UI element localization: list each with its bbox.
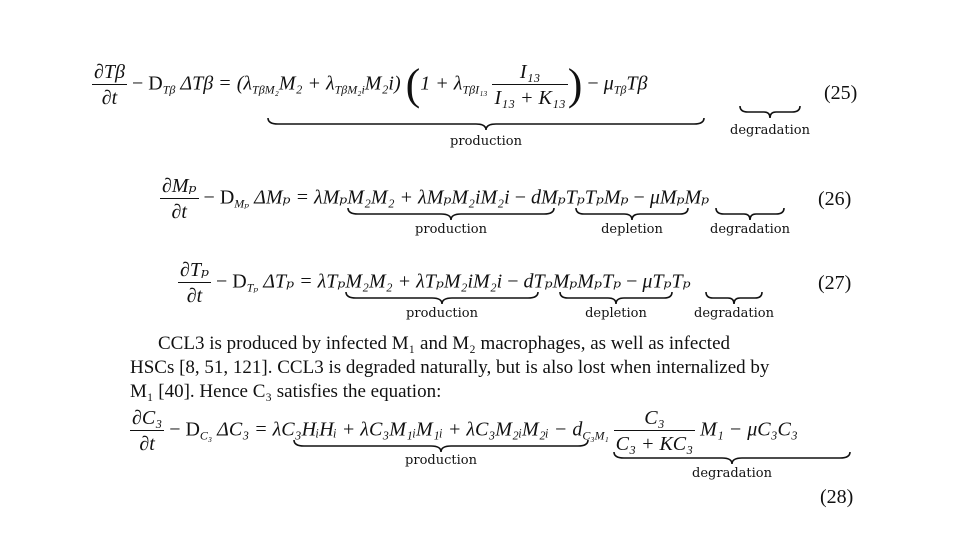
paragraph-line-2: HSCs [8, 51, 121]. CCL3 is degraded naturally, but is also lost when internalized by	[130, 357, 770, 378]
eq27-depletion-term: dTₚMₚMₚTₚ	[523, 270, 622, 293]
eq28-lhs-numerator: ∂C₃	[132, 407, 163, 429]
eq27-lhs-fraction	[178, 260, 211, 306]
eq28-degradation-brace	[612, 450, 852, 466]
eq25-left-paren: (	[405, 60, 421, 109]
eq27-production-brace	[344, 290, 540, 306]
eq26-depletion-brace	[574, 206, 690, 222]
eq26-degradation-label: degradation	[710, 222, 790, 237]
eq27-minus-2: −	[626, 270, 638, 293]
eq28-lhs-laplacian: ΔC₃ =	[217, 418, 268, 441]
eq25-production-end: M₂i)	[364, 72, 401, 95]
eq27-degradation-brace	[704, 290, 764, 306]
eq26-production-label: production	[415, 222, 487, 237]
eq28-degradation-start: − d	[553, 418, 583, 441]
eq25-fraction-numerator: I₁₃	[492, 62, 567, 85]
eq25-lhs-operator: − D	[131, 72, 163, 95]
eq25-lhs-numerator: ∂Tβ	[94, 61, 125, 83]
eq28-fraction-numerator: C₃	[614, 408, 695, 431]
eq28-production-brace	[292, 438, 590, 454]
eq25-production-brace	[266, 116, 706, 132]
eq25-lhs-sub: Tβ	[162, 82, 176, 97]
eq28-fraction-denominator: C₃ + KC₃	[615, 433, 694, 455]
equation-25	[92, 62, 648, 122]
eq27-depletion-brace	[558, 290, 674, 306]
eq25-lhs-fraction	[92, 62, 127, 108]
eq25-production-sub1: TβM₂	[252, 82, 279, 97]
eq28-lhs-fraction	[130, 408, 164, 454]
eq26-degradation-brace	[714, 206, 786, 222]
eq25-factor-start: 1 + λ	[420, 72, 463, 95]
eq27-degradation-label: degradation	[694, 306, 774, 321]
eq27-lhs-laplacian: ΔTₚ =	[263, 270, 313, 293]
eq27-lhs-sub: Tₚ	[246, 280, 259, 295]
eq26-depletion-label: depletion	[601, 222, 663, 237]
eq25-tag: (25)	[824, 82, 858, 104]
eq26-depletion-term: dMₚTₚTₚMₚ	[530, 186, 629, 209]
eq25-factor-fraction	[492, 62, 567, 108]
eq27-lhs-numerator: ∂Tₚ	[180, 259, 210, 281]
eq28-degradation-label: degradation	[692, 466, 772, 481]
eq26-production-term: λMₚM₂M₂ + λMₚM₂iM₂i	[313, 186, 510, 209]
eq28-lhs-operator: − D	[169, 418, 200, 441]
eq28-lhs-sub: C₃	[199, 428, 213, 443]
eq25-production-a: (λ	[236, 72, 253, 95]
eq28-production-label: production	[405, 453, 477, 468]
eq27-production-label: production	[406, 306, 478, 321]
eq25-degradation-rest: Tβ	[626, 72, 648, 95]
eq25-factor-sub: TβI₁₃	[462, 82, 488, 97]
eq26-lhs-operator: − D	[203, 186, 235, 209]
eq26-lhs-numerator: ∂Mₚ	[162, 175, 197, 197]
eq27-degradation-term: μTₚTₚ	[642, 270, 691, 293]
eq28-lhs-denominator: ∂t	[139, 433, 155, 455]
eq26-lhs-fraction	[160, 176, 199, 222]
eq26-degradation-term: μMₚMₚ	[649, 186, 710, 209]
eq26-production-brace	[346, 206, 556, 222]
eq27-minus-1: −	[507, 270, 519, 293]
eq25-right-paren: )	[567, 60, 583, 109]
eq27-lhs-denominator: ∂t	[186, 285, 203, 307]
eq26-lhs-denominator: ∂t	[171, 201, 187, 223]
eq27-lhs-operator: − D	[216, 270, 247, 293]
eq26-lhs-sub: Mₚ	[234, 196, 250, 211]
eq28-production-term: λC₃HᵢHᵢ + λC₃M₁ᵢM₁ᵢ + λC₃M₂ᵢM₂ᵢ	[272, 418, 549, 441]
eq26-tag: (26)	[818, 188, 852, 210]
eq25-degradation-brace	[738, 104, 802, 120]
eq25-lhs-denominator: ∂t	[101, 87, 118, 109]
eq25-production-sub2: TβM₂i	[334, 82, 365, 97]
eq25-degradation-sub: Tβ	[613, 82, 627, 97]
body-paragraph	[130, 332, 850, 404]
eq25-production-label: production	[450, 134, 522, 149]
eq25-minus: −	[587, 72, 599, 95]
eq27-depletion-label: depletion	[585, 306, 647, 321]
eq28-degradation-end: M₁ − μC₃C₃	[700, 418, 798, 441]
paragraph-line-3: M₁ [40]. Hence C₃ satisfies the equation:	[130, 381, 442, 402]
eq27-production-term: λTₚM₂M₂ + λTₚM₂iM₂i	[317, 270, 503, 293]
eq25-fraction-denominator: I₁₃ + K₁₃	[494, 87, 566, 109]
eq26-minus-2: −	[633, 186, 645, 209]
eq25-degradation-label: degradation	[730, 123, 810, 138]
eq28-degradation-sub: C₃M₁	[582, 428, 609, 443]
eq28-tag: (28)	[820, 486, 854, 508]
eq25-degradation-mu: μ	[603, 72, 614, 95]
eq25-production-mid: M₂ + λ	[278, 72, 335, 95]
eq25-lhs-laplacian: ΔTβ =	[180, 72, 232, 95]
eq28-degradation-fraction	[614, 408, 695, 454]
paragraph-line-1: CCL3 is produced by infected M₁ and M₂ macrophages, as well as infected	[158, 333, 731, 354]
eq27-tag: (27)	[818, 272, 852, 294]
eq26-minus-1: −	[514, 186, 526, 209]
eq26-lhs-laplacian: ΔMₚ =	[254, 186, 309, 209]
